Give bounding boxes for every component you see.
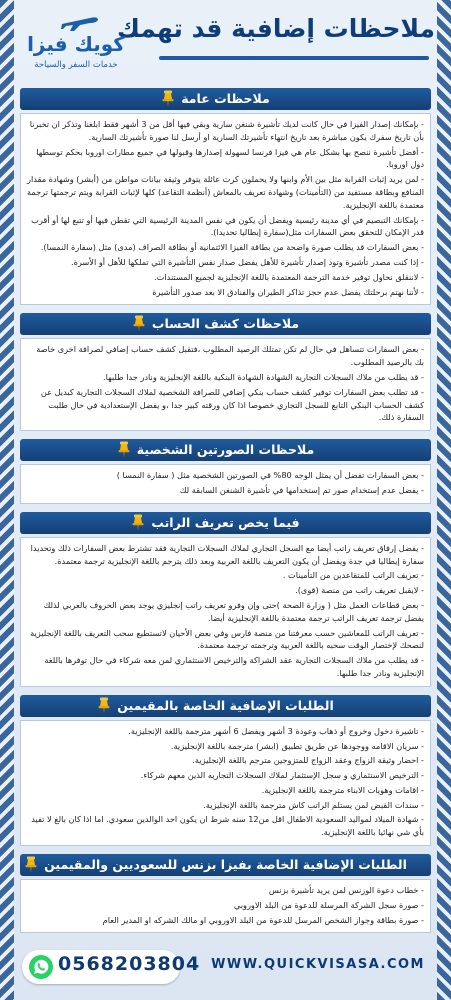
- note-item: - قد يطلب من ملاك السجلات التجارية عقد الشراكة والترخيص الاستثماري لمن معه شركاء في حال توفرها باللغة الإنجليزية ونادر جدا طلبها.: [44, 655, 424, 678]
- section-header: [20, 695, 431, 717]
- note-item: - شهادة الميلاد لمواليد السعودية الاطفال اقل من12 سنه شرط ان يكون احد الوالدين سعودي. اما اذا كان بالغ لا تفيد بأي شي نهائيا باللغة الإنجليزية.: [31, 814, 424, 838]
- note-item: - صورة بطاقة وجواز الشخص المرسل للدعوة من البلد الاوروبي او مالك الشركه او المدير العام: [102, 914, 424, 925]
- title-underline: [159, 56, 429, 60]
- note-item: - يفضل إرفاق تعريف راتب أيضا مع السجل التجاري لملاك السجلات التجارية فقد تشترط بعض السفارات ذلك وتحديدا سفارة إيطاليا في جدة ويفضل أن يكون التعريف باللغة العربية وبعد ذلك يترجم باللغة الإنجليزية ترجمة معتمدة.: [30, 542, 424, 566]
- note-item: - سندات القبض لمن يستلم الراتب كاش مترجمة باللغة الإنجليزية.: [203, 799, 424, 810]
- note-item: - بعض قطاعات العمل مثل ( وزارة الصحة )حتى وإن وفرو تعريف راتب إنجليزي يوجد بعض الحروف بالعربي لذلك يفضل ترجمة تعريف الراتب ترجمة معتمدة باللغة الإنجليزية أيضا.: [43, 599, 424, 623]
- section-title: فيما يخص تعريف الراتب: [151, 514, 300, 530]
- note-item: - بعض السفارات تفضل أن يمثل الوجه 80% في الصورتين الشخصية مثل ( سفارة النمسا ): [116, 470, 424, 481]
- section-title: ملاحظات كشف الحساب: [151, 316, 300, 332]
- note-item: - بإمكانك التبصيم في أي مدينة رئيسية ويفضل أن يكون في نفس المدينة الرئيسية التي تقطن فيها أو تتبع لها أو أقرب قدر الإمكان للتحقق بعض السفارات مثل(سفارة إيطاليا تحديدا).: [31, 214, 424, 238]
- whatsapp-icon: [28, 954, 54, 980]
- note-item: - اقامات وهويات الابناء مترجمة باللغة الإنجليزية.: [261, 784, 424, 795]
- pin-icon: [97, 697, 111, 714]
- pin-icon: [24, 856, 38, 873]
- section-body: [20, 464, 431, 504]
- note-item: - بإمكانك إصدار الفيزا في حال كانت لديك تأشيرة شنغن سارية وبقي فيها أقل من 3 أشهر فقط ابلغنا وتذكر ان تخبرنا بأن تاريخ سفرك يكون مباشرة بعد تاريخ انتهاء تأشيرتك السارية او أرسل لنا صورة تأشيرتك السارية.: [29, 119, 424, 142]
- phone-number: 0568203804: [58, 953, 201, 975]
- section-header: [20, 854, 431, 876]
- note-item: - لاننقلق نحاول توفير خدمة الترجمة المعتمدة باللغة الإنجليزية لجميع المستندات.: [154, 271, 424, 282]
- phone-contact[interactable]: [22, 950, 201, 984]
- note-item: - إذا كنت مصدر تأشيرة وتود إصدار تأشيرة للأهل يفضل صدار نفس التأشيرة التي تملكها للأهل أو الأسرة.: [71, 256, 424, 267]
- note-item: - لايقبل تعريف راتب من منصة (قوى).: [295, 585, 424, 596]
- section-body: [20, 720, 431, 846]
- note-item: - بعض السفارات قد يطلب صورة واضحة من بطاقة الفيزا الائتمانية أو بطاقة الصراف (مدى) مثل (سفارة النمسا).: [40, 242, 424, 253]
- note-item: - لأننا نهتم برحلتك يفضل عدم حجز تذاكر الطيران والفنادق الا بعد صدور التأشيرة: [152, 286, 424, 297]
- section-title: الطلبات الإضافية الخاصة بالمقيمين: [117, 697, 334, 713]
- section-body: [20, 879, 431, 933]
- left-decorative-stripe: [0, 0, 14, 1000]
- note-item: - أفضل تأشيرة ننصح بها بشكل عام هي فيزا فرنسا لسهولة إصدارها وقبولها في جميع مطارات اوروبا بحكم توسطها دول اوروبا.: [36, 146, 424, 170]
- note-item: - لمن يريد إثبات القرابة مثل بين الأم وابنها ولا يحملون كرت عائلة يتوفر وثيقة بيانات مواطن من (أبشر) وشهادة مقدار المنافع وبطاقة مستفيد من (التأمينات) وشهادة تعريف بالمعاش (أنظمة التقاعد) كلها لإثبات القرابة ويتم ترجمتها ترجمة معتمدة باللغة الإنجليزية.: [27, 174, 424, 210]
- section-header: [20, 439, 431, 461]
- header: [16, 6, 435, 86]
- section-header: [20, 88, 431, 110]
- section-body: [20, 537, 431, 687]
- section-header: [20, 313, 431, 335]
- note-item: - قد يطلب من ملاك السجلات التجارية الشهادة الشهادة البنكية باللغة الإنجليزية ونادر جدا طلبها.: [103, 371, 424, 382]
- page-title: ملاحظات إضافية قد تهمك: [116, 14, 435, 43]
- pin-icon: [117, 441, 131, 458]
- note-item: - سريان الاقامه ووجودها عن طريق تطبيق (ابشر) مترجمة باللغة الإنجليزية.: [170, 740, 424, 751]
- note-item: - احضار وثيقة الزواج وعقد الزواج للمتزوجين مترجم باللغة الإنجليزية.: [192, 755, 424, 766]
- section-title: ملاحظات عامة: [181, 91, 270, 106]
- section-header: [20, 512, 431, 534]
- note-item: - الترخيص الاستثماري و سجل الإستثمار لملاك السجلات التجاريه الذين معهم شركاء.: [140, 770, 424, 781]
- section-body: [20, 113, 431, 305]
- right-decorative-stripe: [437, 0, 451, 1000]
- footer: [16, 946, 435, 992]
- note-item: - بعض السفارات تتساهل في حال لم تكن تمتلك الرصيد المطلوب ،فتقبل كشف حساب إضافي لصرافة اخرى خاصة بك بالرصيد المطلوب.: [36, 344, 424, 368]
- logo-tagline: خدمات السفر والسياحة: [34, 60, 118, 70]
- section-title: ملاحظات الصورتين الشخصية: [136, 442, 315, 458]
- note-item: - صورة سجل الشركة المرسلة للدعوة من البلد الاوروبي: [233, 899, 424, 910]
- logo-name: كويك فيزا: [27, 32, 125, 56]
- airplane-icon: [60, 12, 100, 32]
- note-item: - خطاب دعوة الوزنس لمن يريد تأشيرة بزنس: [268, 885, 424, 896]
- sections-container: [16, 88, 435, 941]
- note-item: - تعريف الراتب للمتقاعدين من التأمينات .: [282, 570, 424, 581]
- section-title: الطلبات الإضافية الخاصة بفيزا بزنس للسعوديين والمقيمين: [44, 857, 407, 873]
- pin-icon: [131, 514, 145, 531]
- note-item: - قد تطلب بعض السفارات توفير كشف حساب بنكي إضافي للصرافة الشخصية لملاك السجلات التجارية كبديل عن كشف الحساب البنكي التابع للسجل التجاري خصوصا اذا كان ورقته كبير جدا ،و يفضل الإستعدادية في حال طلبت السفارة ذلك.: [40, 386, 424, 423]
- pin-icon: [132, 315, 146, 332]
- section-body: [20, 338, 431, 431]
- note-item: - تاشيرة دخول وخروج أو ذهاب وعودة 3 أشهر ويفضل 6 أشهر مترجمة باللغة الإنجليزية.: [128, 725, 424, 736]
- pin-icon: [161, 90, 175, 107]
- note-item: - يفضل عدم إستخدام صور تم إستخدامها في تأشيرة الشنغن السابقة لك: [179, 484, 424, 495]
- logo: [16, 6, 136, 86]
- website-link[interactable]: WWW.QUICKVISASA.COM: [211, 957, 425, 972]
- note-item: - تعريف الراتب للمعاشين حسب معرفتنا من منصة فارس وفي بعض الأحيان لاتستطيع سحب التعريف باللغة الإنجليزية لنصحك لإختصار الوقت سحبه باللغة العربية وترجمته ترجمة معتمدة.: [30, 627, 424, 651]
